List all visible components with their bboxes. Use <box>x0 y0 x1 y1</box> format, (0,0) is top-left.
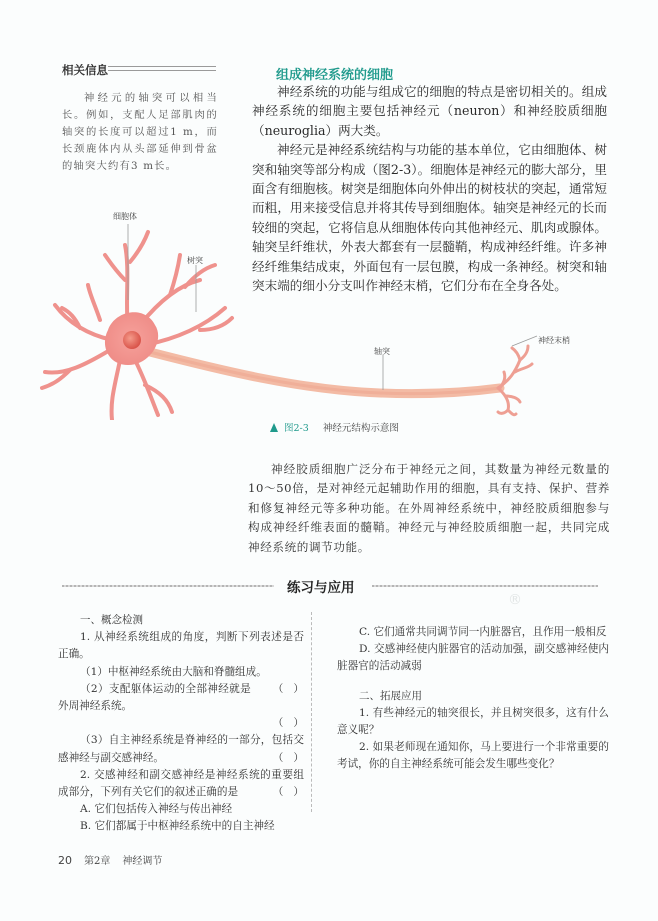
exercise-rule-right <box>372 585 598 587</box>
page-footer <box>58 852 162 867</box>
chapter-title: 神经调节 <box>122 856 163 867</box>
neuron-diagram <box>0 195 658 420</box>
sidebar-body: 神经元的轴突可以相当长。例如，支配人足部肌肉的轴突的长度可以超过1 m，而长颈鹿体内从头部延伸到骨盆的轴突大约有3 m长。 <box>62 92 218 172</box>
answer-blank[interactable]: （ ） <box>272 717 304 730</box>
section-heading: 组成神经系统的细胞 <box>276 68 394 83</box>
sidebar-title: 相关信息 <box>62 63 108 77</box>
label-axon: 轴突 <box>374 347 390 356</box>
caption-triangle-icon <box>270 423 278 432</box>
exercises-left-column <box>58 612 304 836</box>
registered-watermark: ® <box>508 592 522 608</box>
label-cell-body: 细胞体 <box>113 212 137 221</box>
option-a: A. 它们包括传入神经与传出神经 <box>80 803 233 816</box>
question-1-item-3: （3）自主神经系统是脊神经的一部分，包括交感神经与副交感神经。 （ ） <box>58 732 304 766</box>
figure-caption-text: 神经元结构示意图 <box>322 423 399 434</box>
answer-blank[interactable]: （ ） <box>272 682 304 695</box>
question-1-item-2: （2）支配躯体运动的全部神经就是外周神经系统。 （ ） <box>58 681 304 733</box>
question-2: 2. 交感神经和副交感神经是神经系统的重要组成部分，下列有关它们的叙述正确的是 （ ） <box>58 767 304 801</box>
label-dendrite: 树突 <box>187 256 203 265</box>
chapter-number: 第2章 <box>84 856 111 867</box>
question-1: 1. 从神经系统组成的角度，判断下列表述是否正确。 <box>58 631 304 661</box>
option-c: C. 它们通常共同调节同一内脏器官，且作用一般相反 <box>359 626 607 638</box>
figure-number: 图2-3 <box>284 423 309 434</box>
page-number: 20 <box>58 854 72 867</box>
exercise-title: 练习与应用 <box>287 580 355 596</box>
extension-question-2: 2. 如果老师现在通知你，马上要进行一个非常重要的考试，你的自主神经系统可能会发生哪些变化？ <box>337 741 609 771</box>
exercise-rule-left <box>62 585 274 587</box>
paragraph-glia: 神经胶质细胞广泛分布于神经元之间，其数量为神经元数量的10～50倍，是对神经元起辅助作用的细胞，具有支持、保护、营养和修复神经元等多种功能。在外周神经系统中，神经胶质细胞参与构成神经纤维表面的髓鞘。神经元与神经胶质细胞一起，共同完成神经系统的调节功能。 <box>248 462 610 554</box>
exercises-right-column <box>337 624 609 774</box>
column-divider <box>311 612 312 812</box>
answer-blank[interactable]: （ ） <box>272 751 304 764</box>
option-b: B. 它们都属于中枢神经系统中的自主神经 <box>80 820 275 833</box>
label-nerve-ending: 神经末梢 <box>538 336 570 345</box>
paragraph-intro: 神经系统的功能与组成它的细胞的特点是密切相关的。组成神经系统的细胞主要包括神经元（neuron）和神经胶质细胞（neuroglia）两大类。 <box>252 84 607 138</box>
paragraph-neuron: 神经元是神经系统结构与功能的基本单位，它由细胞体、树突和轴突等部分构成（图2-3）。细胞体是神经元的膨大部分，里面含有细胞核。树突是细胞体向外伸出的树枝状的突起，通常短而粗，用来接受信息并将其传导到细胞体。轴突是神经元的长而较细的突起，它将信息从细胞体传向其他神经元、肌肉或腺体。轴突呈纤维状，外表大都套有一层髓鞘，构成神经纤维。许多神经纤维集结成束，外面包有一层包膜，构成一条神经。树突和轴突末端的细小分支叫作神经末梢，它们分布在全身各处。 <box>252 142 607 294</box>
option-d: D. 交感神经使内脏器官的活动加强，副交感神经使内脏器官的活动减弱 <box>337 643 609 673</box>
question-1-item-1: （1）中枢神经系统由大脑和脊髓组成。 （ ） <box>58 664 304 681</box>
section2-heading: 二、拓展应用 <box>359 689 422 702</box>
sidebar-title-rule <box>108 66 216 71</box>
extension-question-1: 1. 有些神经元的轴突很长，并且树突很多，这有什么意义呢？ <box>337 706 609 737</box>
answer-blank[interactable]: （ ） <box>272 786 304 799</box>
section1-heading: 一、概念检测 <box>80 614 143 626</box>
figure-caption <box>270 420 399 434</box>
